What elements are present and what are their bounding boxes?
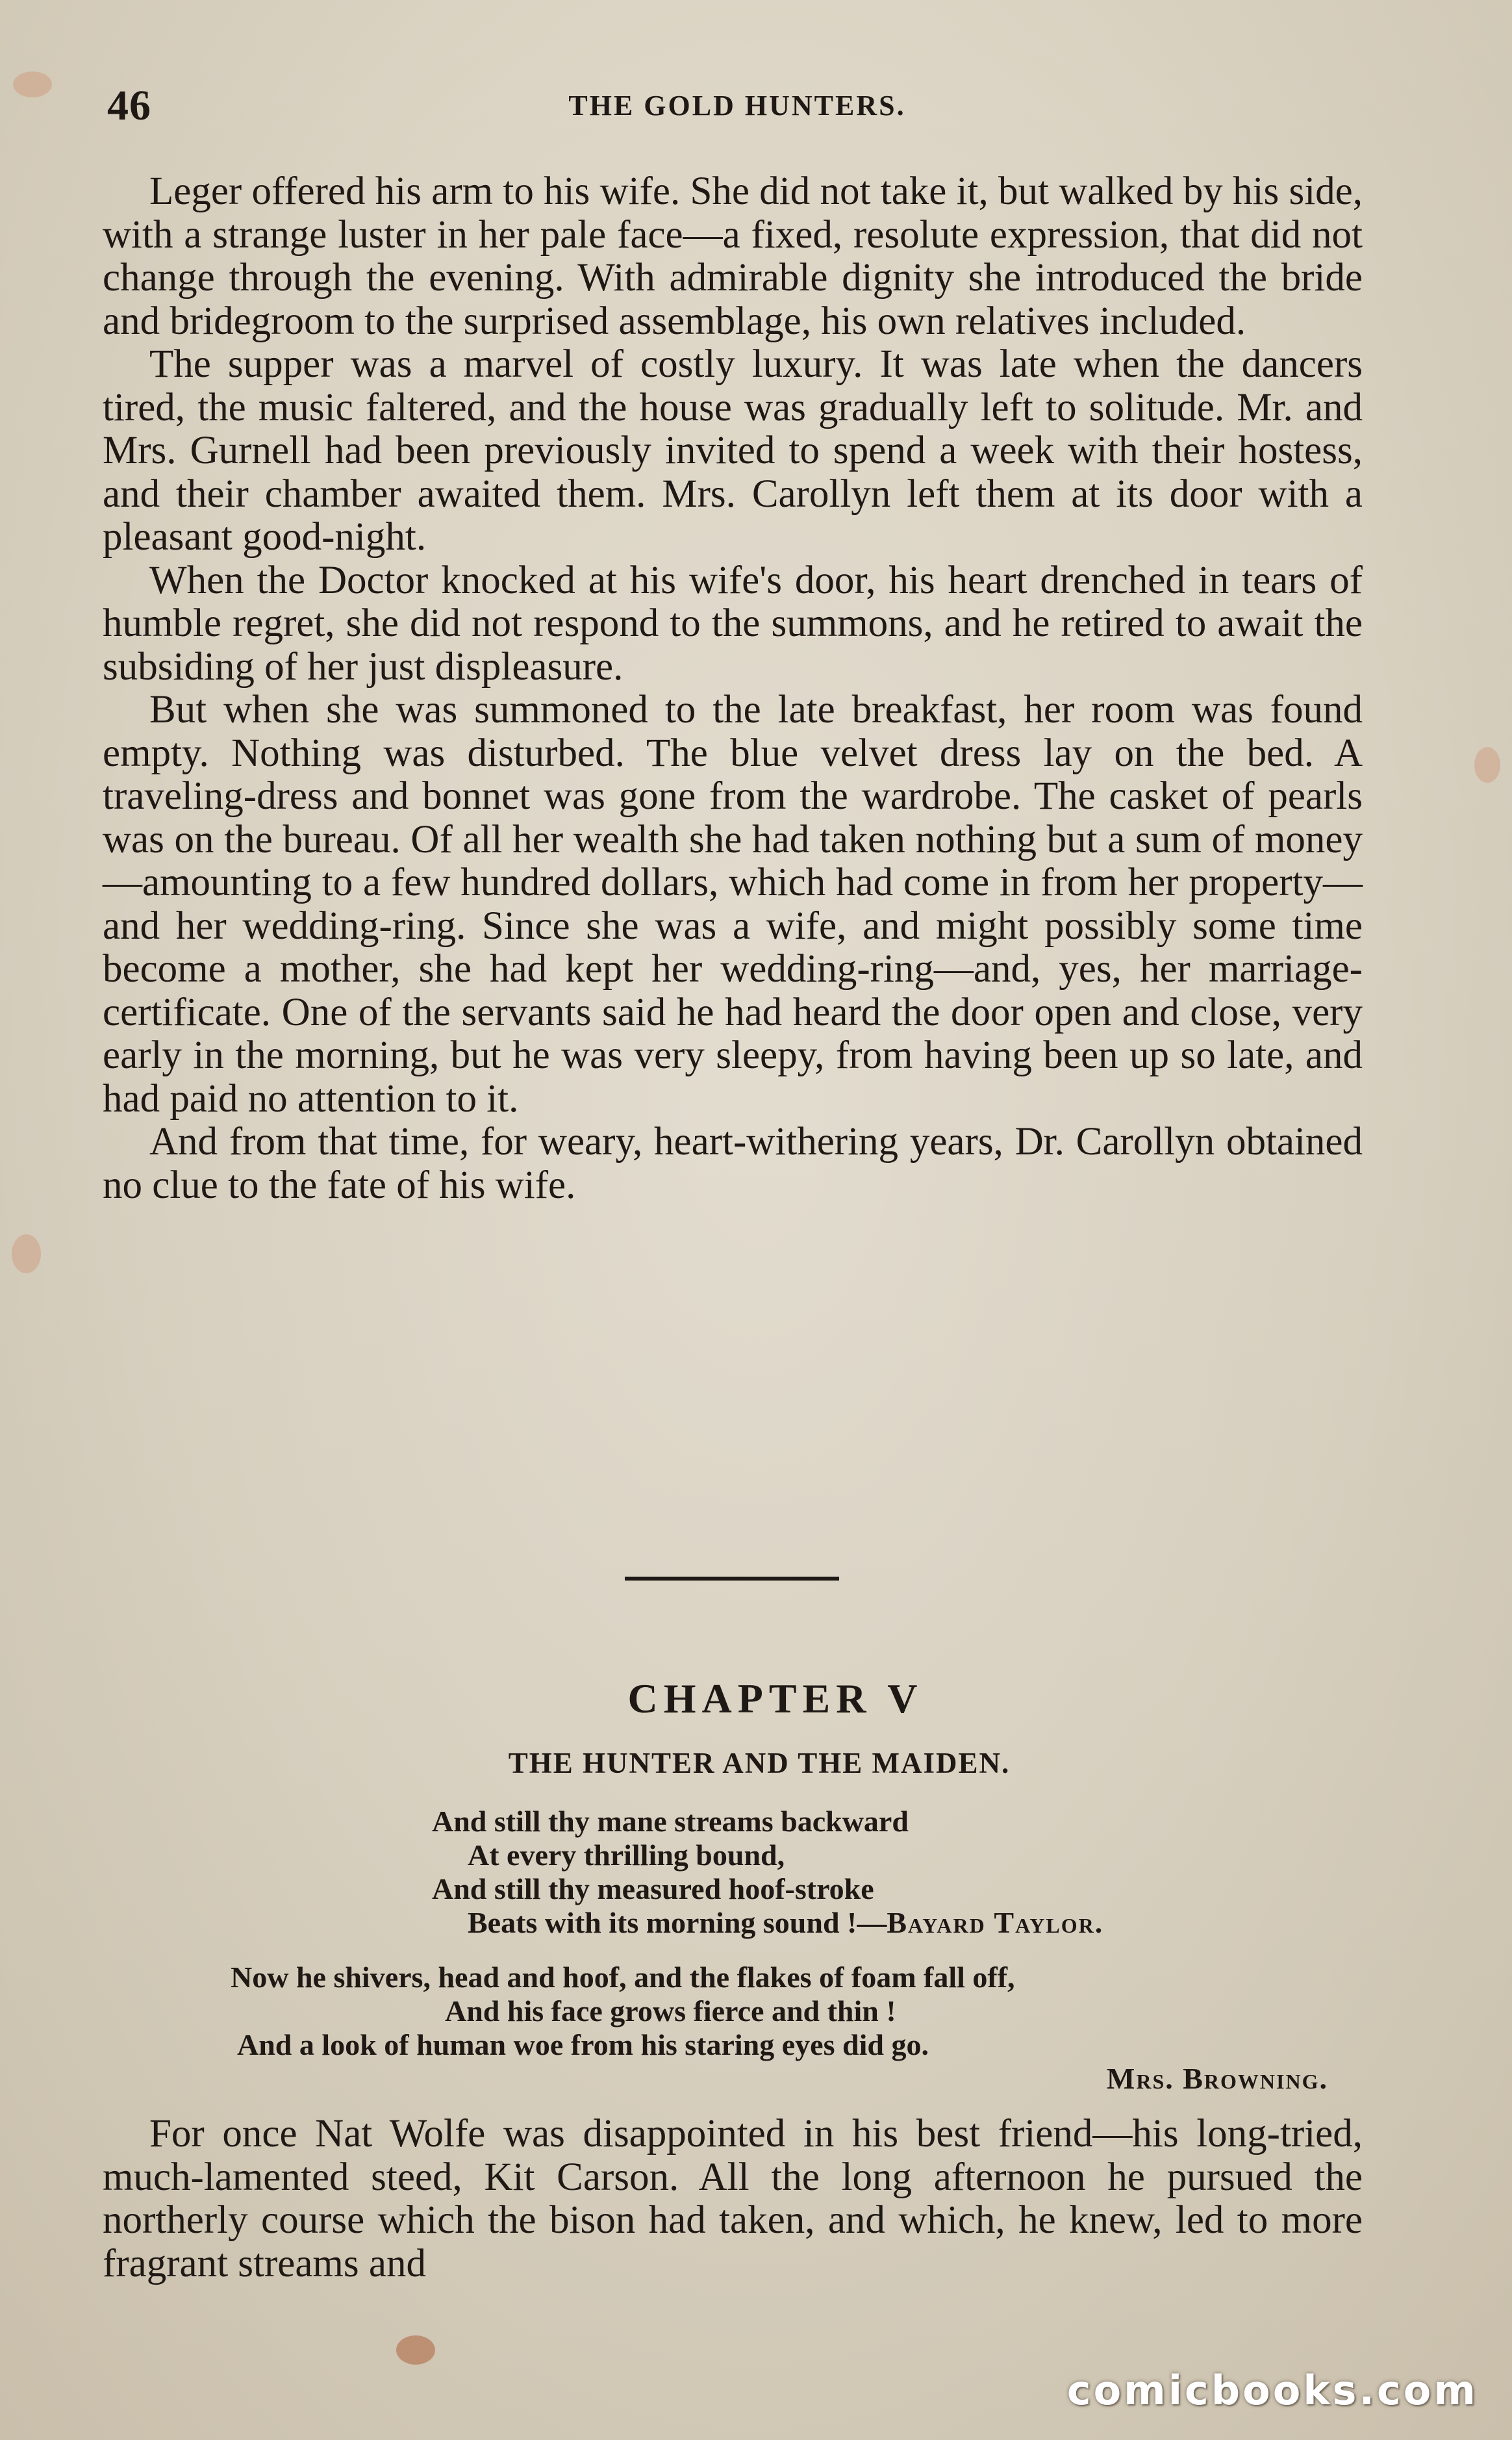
site-watermark: comicbooks.com (1066, 2367, 1478, 2414)
paragraph: But when she was summoned to the late breakfast, her room was found empty. Nothing was disturbed. The blue velvet dress lay on the bed. A traveling-dress and bonnet was gone from the wardrobe. The casket of pearls was on the bureau. Of all her wealth she had taken nothing but a sum of money—amounting to a few hundred dollars, which had come in from her property—and her wedding-ring. Since she was a wife, and might possibly some time become a mother, she had kept her wedding-ring—and, yes, her marriage-certificate. One of the servants said he had heard the door open and close, very early in the morning, but he was very sleepy, from having been up so late, and had paid no attention to it. (103, 688, 1363, 1121)
epigraph-attribution: Mrs. Browning. (1106, 2062, 1328, 2095)
chapter-heading: CHAPTER V (627, 1675, 924, 1722)
page-number: 46 (107, 82, 151, 129)
running-title: THE GOLD HUNTERS. (568, 90, 906, 121)
chapter-title: THE HUNTER AND THE MAIDEN. (508, 1747, 1011, 1779)
epigraph-line (432, 1906, 1341, 1940)
epigraph-attribution: Bayard Taylor. (887, 1906, 1104, 1939)
section-divider (625, 1577, 839, 1581)
epigraph-line: And a look of human woe from his staring eyes did go. (237, 2028, 929, 2061)
epigraph-line: Now he shivers, head and hoof, and the flakes of foam fall off, (231, 1961, 1015, 1994)
epigraph-line: And still thy mane streams backward (432, 1805, 909, 1838)
chapter-text (103, 170, 1363, 1207)
paper-stain (12, 1234, 41, 1273)
epigraph-line-text: Beats with its morning sound !— (468, 1906, 887, 1939)
chapter-opening (103, 2113, 1363, 2285)
paper-stain (13, 71, 52, 97)
epigraph (231, 1961, 1335, 2096)
paragraph: And from that time, for weary, heart-withering years, Dr. Carollyn obtained no clue to the fate of his wife. (103, 1120, 1363, 1207)
epigraph-line: And still thy measured hoof-stroke (432, 1872, 874, 1905)
paper-stain (396, 2335, 435, 2365)
paragraph: The supper was a marvel of costly luxury. It was late when the dancers tired, the music faltered, and the house was gradually left to solitude. Mr. and Mrs. Gurnell had been previously invited to spend a week with their hostess, and their chamber awaited them. Mrs. Carollyn left them at its door with a pleasant good-night. (103, 342, 1363, 559)
epigraph-line: At every thrilling bound, (468, 1838, 785, 1872)
page-header (107, 81, 1367, 133)
epigraph (432, 1805, 1341, 1940)
paragraph: For once Nat Wolfe was disappointed in his best friend—his long-tried, much-lamented steed, Kit Carson. All the long afternoon he pursued the northerly course which the bison had taken, and which, he knew, led to more fragrant streams and (103, 2112, 1363, 2285)
paragraph: Leger offered his arm to his wife. She did not take it, but walked by his side, with a strange luster in her pale face—a fixed, resolute expression, that did not change through the evening. With admirable dignity she introduced the bride and bridegroom to the surprised assemblage, his own relatives included. (103, 170, 1363, 343)
epigraph-line: And his face grows fierce and thin ! (445, 1994, 896, 2027)
paper-stain (1474, 747, 1500, 783)
paragraph: When the Doctor knocked at his wife's door, his heart drenched in tears of humble regret, she did not respond to the summons, and he retired to await the subsiding of her just displeasure. (103, 558, 1363, 689)
